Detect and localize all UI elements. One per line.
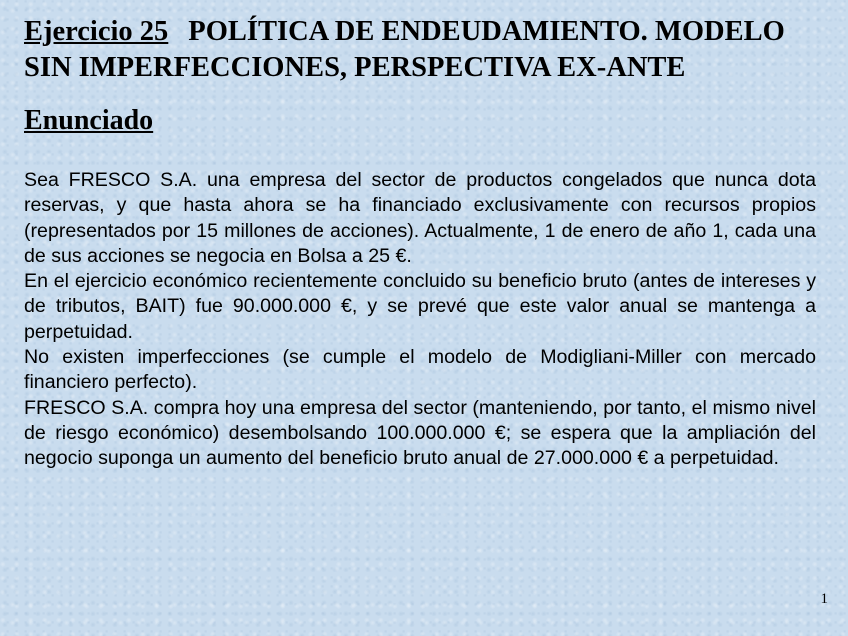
page-number: 1 <box>820 591 828 607</box>
exercise-topic: POLÍTICA DE ENDEUDAMIENTO. MODELO SIN IMPERFECCIONES, PERSPECTIVA EX-ANTE <box>24 16 785 83</box>
section-heading: Enunciado <box>24 105 154 136</box>
paragraph-1: Sea FRESCO S.A. una empresa del sector de productos congelados que nunca dota reservas, y que hasta ahora se ha financiado exclusivamente con recursos propios (representados por 15 millones de acciones). Actualmente, 1 de enero de año 1, cada una de sus acciones se negocia en Bolsa a 25 €. <box>24 169 816 267</box>
slide-title <box>24 14 816 86</box>
paragraph-3: No existen imperfecciones (se cumple el modelo de Modigliani-Miller con mercado financiero perfecto). <box>24 346 816 394</box>
exercise-number: Ejercicio 25 <box>24 16 169 47</box>
paragraph-2: En el ejercicio económico recientemente concluido su beneficio bruto (antes de intereses y de tributos, BAIT) fue 90.000.000 €, y se prevé que este valor anual se mantenga a perpetuidad. <box>24 270 816 343</box>
statement-body <box>24 168 816 472</box>
slide-content <box>24 14 816 472</box>
paragraph-4: FRESCO S.A. compra hoy una empresa del sector (manteniendo, por tanto, el mismo nivel de riesgo económico) desembolsando 100.000.000 €; se espera que la ampliación del negocio suponga un aumento del beneficio bruto anual de 27.000.000 € a perpetuidad. <box>24 396 816 470</box>
